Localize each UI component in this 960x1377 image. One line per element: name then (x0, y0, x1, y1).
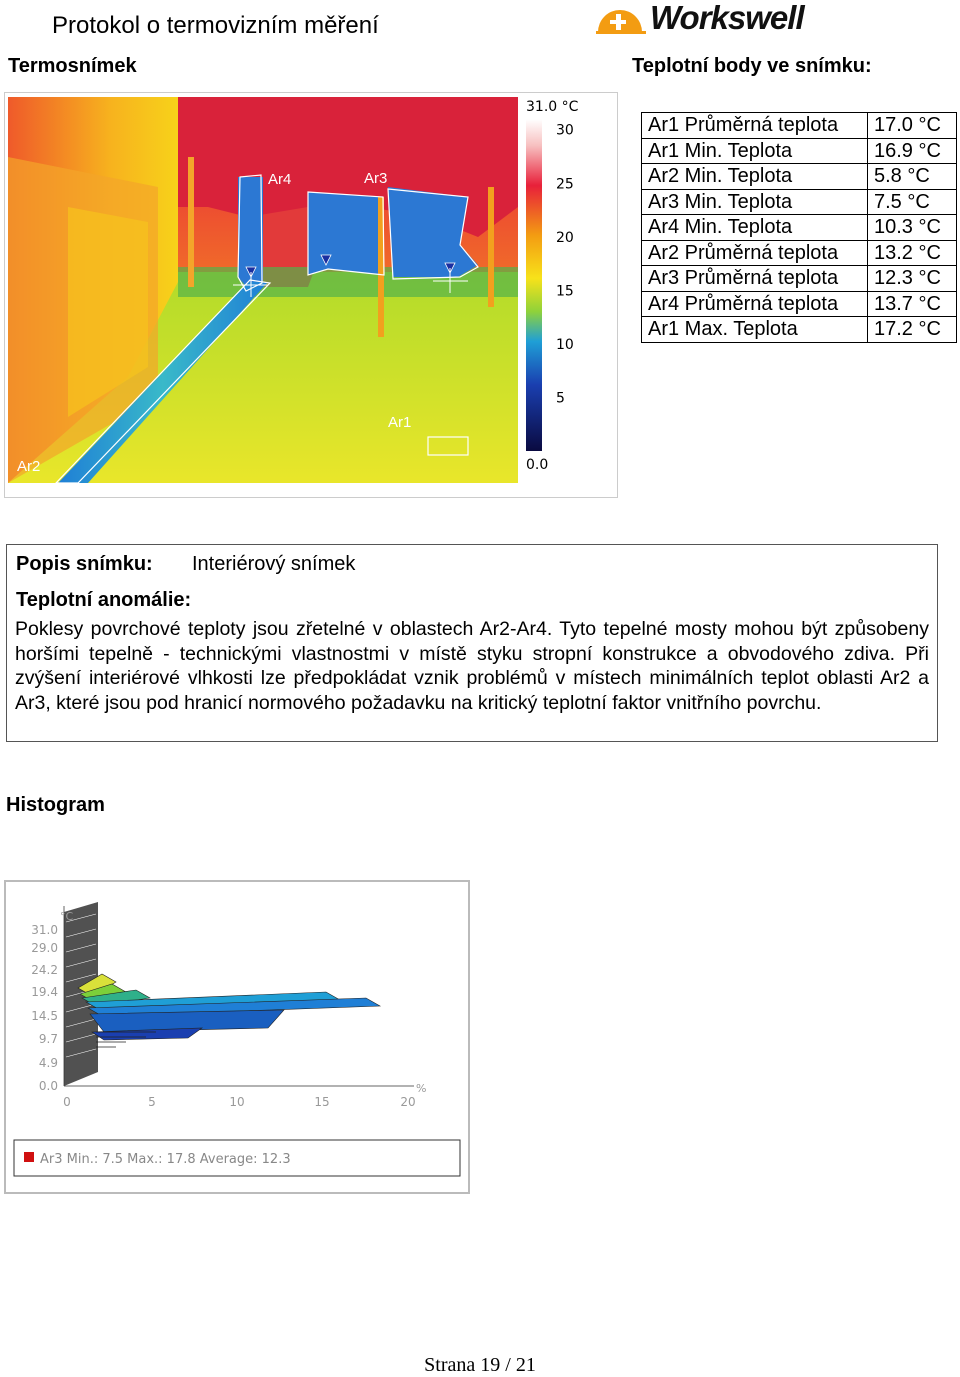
point-value: 12.3 °C (868, 266, 957, 292)
histogram-x-tick: 0 (63, 1095, 71, 1109)
points-table-row (642, 164, 957, 190)
histogram-y-tick: 31.0 (31, 923, 58, 937)
histogram-y-tick: 24.2 (31, 963, 58, 977)
points-table-row (642, 240, 957, 266)
document-title: Protokol o termovizním měření (52, 12, 379, 39)
scale-tick-label: 15 (556, 283, 574, 300)
description-label: Popis snímku: (16, 553, 153, 575)
scale-tick-label: 30 (556, 122, 574, 139)
histogram-legend-swatch (24, 1152, 34, 1162)
point-value: 13.2 °C (868, 240, 957, 266)
points-table-row (642, 317, 957, 343)
scale-tick-label: 20 (556, 229, 574, 246)
histogram-x-tick: 10 (229, 1095, 245, 1109)
anomaly-text: Poklesy povrchové teploty jsou zřetelné v oblastech Ar2-Ar4. Tyto tepelné mosty mohou být způsobeny horšími tepelně - technickými vlastnostmi v místě styku stropní konstrukce a obvodového zdiva. Při zvýšení interiérové vlhkosti lze předpokládat vznik problémů v místech minimálních teplot oblasti Ar2 a Ar3, které jsou pod hranicí normového požadavku na kritický teplotní faktor vnitřního povrchu. (15, 618, 929, 714)
points-heading: Teplotní body ve snímku: (632, 55, 872, 77)
points-table-row (642, 113, 957, 139)
point-value: 10.3 °C (868, 215, 957, 241)
histogram-x-tick: 5 (148, 1095, 156, 1109)
histogram-y-tick: 0.0 (38, 1079, 58, 1093)
histogram-x-ticks (63, 1095, 415, 1109)
points-table-wrap (641, 112, 957, 343)
histogram-y-tick: 19.4 (31, 985, 58, 999)
point-label: Ar3 Průměrná teplota (642, 266, 868, 292)
page-number: Strana 19 / 21 (424, 1354, 536, 1376)
scale-tick-label: 10 (556, 336, 574, 353)
point-value: 5.8 °C (868, 164, 957, 190)
area-label-ar2: Ar2 (17, 458, 41, 475)
description-box (6, 544, 938, 742)
points-table (641, 112, 957, 343)
point-label: Ar2 Min. Teplota (642, 164, 868, 190)
point-label: Ar2 Průměrná teplota (642, 240, 868, 266)
point-value: 16.9 °C (868, 138, 957, 164)
histogram-x-unit: % (416, 1082, 427, 1095)
thermogram-heading: Termosnímek (8, 55, 137, 77)
anomaly-label: Teplotní anomálie: (16, 589, 192, 611)
description-value: Interiérový snímek (192, 553, 356, 575)
scale-min-label: 0.0 (526, 457, 549, 473)
histogram-chart (6, 882, 468, 1192)
scale-tick-label: 5 (556, 390, 565, 407)
histogram-heading: Histogram (6, 794, 105, 816)
histogram-frame (4, 880, 470, 1194)
points-table-row (642, 138, 957, 164)
points-table-row (642, 215, 957, 241)
point-label: Ar3 Min. Teplota (642, 189, 868, 215)
histogram-legend-text: Ar3 Min.: 7.5 Max.: 17.8 Average: 12.3 (40, 1152, 291, 1167)
histogram-x-tick: 15 (314, 1095, 330, 1109)
point-value: 17.0 °C (868, 113, 957, 139)
histogram-y-tick: 9.7 (38, 1032, 58, 1046)
points-table-row (642, 189, 957, 215)
workswell-logo (596, 2, 856, 36)
point-label: Ar4 Min. Teplota (642, 215, 868, 241)
area-label-ar1: Ar1 (388, 414, 412, 431)
scale-tick-label: 25 (556, 176, 574, 193)
histogram-y-tick: 29.0 (31, 941, 58, 955)
logo-text: Workswell (650, 0, 804, 36)
scale-gradient-bar (526, 119, 542, 451)
area-label-ar4: Ar4 (268, 171, 292, 188)
logo-sun-icon (596, 2, 652, 36)
point-label: Ar4 Průměrná teplota (642, 291, 868, 317)
scale-ticks (556, 123, 574, 407)
scale-max-label: 31.0 °C (526, 99, 579, 115)
histogram-y-ticks (31, 923, 58, 1093)
histogram-y-tick: 4.9 (38, 1056, 58, 1070)
point-value: 7.5 °C (868, 189, 957, 215)
temperature-scale (520, 97, 614, 483)
area-label-ar3: Ar3 (364, 170, 388, 187)
histogram-y-unit: °C (60, 910, 74, 923)
point-value: 17.2 °C (868, 317, 957, 343)
points-table-row (642, 291, 957, 317)
points-table-row (642, 266, 957, 292)
point-value: 13.7 °C (868, 291, 957, 317)
histogram-y-tick: 14.5 (31, 1009, 58, 1023)
point-label: Ar1 Max. Teplota (642, 317, 868, 343)
thermogram-image (8, 97, 518, 483)
point-label: Ar1 Min. Teplota (642, 138, 868, 164)
histogram-x-tick: 20 (400, 1095, 416, 1109)
point-label: Ar1 Průměrná teplota (642, 113, 868, 139)
